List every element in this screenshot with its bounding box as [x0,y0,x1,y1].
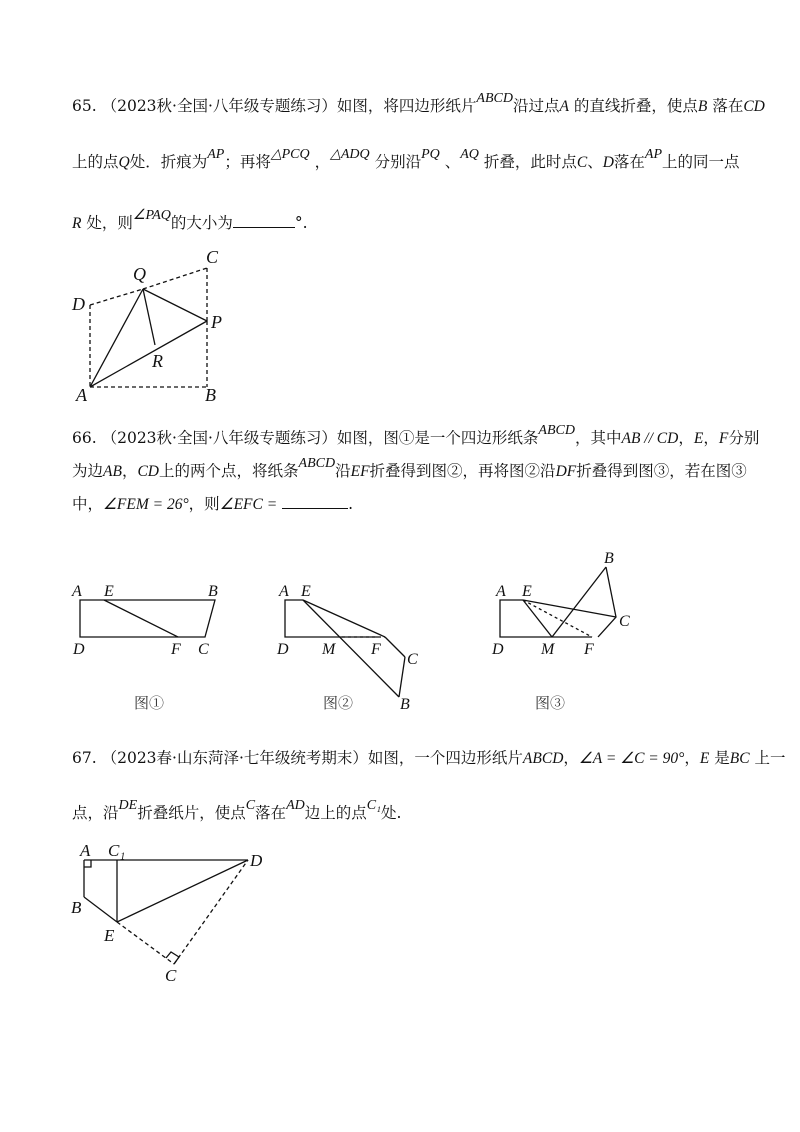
p65-text: 沿过点 [512,97,560,115]
p67-math: BC [729,750,750,767]
p67-source: （2023春·山东菏泽·七年级统考期末） [101,749,368,767]
p67-text: 是 [714,749,730,767]
p65-label-r: R [152,351,163,371]
p66-text: ，其中 [574,429,622,447]
p66-source: （2023秋·全国·八年级专题练习） [101,429,337,447]
p65-math: R [72,215,82,232]
p66-caption-3: 图③ [535,694,566,712]
p65-label-p: P [211,312,222,332]
p66-fig1-label-d: D [73,641,85,658]
p66-text: 折叠得到图②，再将图②沿 [369,462,556,480]
p67-label-c: C [165,966,177,985]
p67-label-a: A [80,841,91,860]
p65-math: PQ [421,147,440,162]
p66-fig2-label-f: F [371,641,381,658]
p66-text: 如图，图①是一个四边形纸条 [336,429,539,447]
p67-dashed-cd [174,860,248,964]
p67-label-d: D [250,851,263,870]
p65-math: C [576,154,588,171]
p66-fig1-label-c: C [198,641,209,658]
p65-text: 上的同一点 [662,153,740,171]
p66-math: ABCD [298,456,336,471]
p66-math: ∠FEM = 26° [103,496,189,513]
p67-line-be [84,897,117,922]
p66-fig2-label-d: D [277,641,289,658]
p66-fig2-label-e: E [301,583,311,600]
p65-text: 处．折痕为 [129,153,208,171]
p66-fig1-label-e: E [104,583,114,600]
p66-text: 折叠得到图③，若在图③ [576,462,747,480]
p65-math: AP [644,147,663,162]
p65-text: 分别沿 [374,153,422,171]
p65-label-b: B [205,385,216,405]
p65-number: 65. [72,97,97,115]
p67-text: ， [563,749,579,767]
p65-source: （2023秋·全国·八年级专题练习） [101,97,337,115]
p66-math: E [693,430,704,447]
p67-label-c1: C₁ [108,841,126,860]
p65-text: 折叠，此时点 [483,153,577,171]
p67-math: ABCD [522,750,564,767]
p66-text: 分别 [728,429,760,447]
p67-label-b: B [71,898,82,917]
p66-fig2-label-m: M [322,641,336,658]
p67-right-angle-c [166,952,179,964]
p65-math: D [602,154,614,171]
p65-label-q: Q [133,264,146,284]
p66-math: DF [555,463,577,480]
p66-math: AB [103,463,122,480]
p67-math: ∠A = ∠C = 90° [578,750,685,767]
p66-math: AB // CD [621,430,679,447]
p67-math: AD [286,798,305,813]
p65-text: 落在 [613,153,645,171]
p65-math: ABCD [476,91,513,106]
p67-text: 处. [380,804,402,822]
p65-math: B [697,98,708,115]
p67-text: 点，沿 [72,804,119,822]
p66-text: 沿 [335,462,351,480]
p66-fig3-label-c: C [619,613,630,630]
p65-label-a: A [76,385,87,405]
p66-math: ∠EFC = [219,496,278,513]
p65-text: ；再将 [224,153,271,171]
p66-fig1-label-f: F [171,641,181,658]
p66-fig3-label-b: B [604,550,614,567]
p66-text: ， [703,429,719,447]
p65-text: ， [314,153,331,171]
p65-text: °. [294,214,308,232]
p65-math: AQ [460,147,479,162]
p66-fig1-label-b: B [208,583,218,600]
p66-math: ABCD [538,423,575,438]
p65-text: 落在 [712,97,744,115]
p66-fig3-label-d: D [492,641,504,658]
p66-math: CD [137,463,160,480]
p65-math: AP [207,147,225,162]
p66-text: ， [678,429,694,447]
p65-text: 上的点 [72,153,119,171]
p66-text: ，则 [188,495,220,513]
p67-math: C [245,798,256,813]
p66-text: . [348,495,354,513]
p66-fig2-label-b: B [400,696,410,713]
p66-text: ， [121,462,138,480]
p66-math: EF [350,463,370,480]
p65-text: 、 [444,153,461,171]
p67-text: ， [684,749,700,767]
p67-math: E [699,750,710,767]
p66-math: F [718,430,729,447]
p65-math: △PCQ [270,147,310,162]
p66-fig3-label-m: M [541,641,555,658]
p65-label-d: D [72,294,85,314]
p67-text: 上一 [754,749,786,767]
p67-text: 如图，一个四边形纸片 [367,749,523,767]
p65-math: A [559,98,569,115]
p67-line-ed [117,860,248,922]
p65-text: 处，则 [86,214,133,232]
p66-caption-1: 图① [134,694,165,712]
p67-text: 边上的点 [304,804,367,822]
p65-text: 、 [587,153,603,171]
p65-text: 的直线折叠，使点 [573,97,698,115]
p65-text: 如图，将四边形纸片 [336,97,477,115]
p66-fig1-label-a: A [72,583,82,600]
p65-math: △ADQ [330,147,370,162]
p67-label-e: E [104,926,115,945]
p67-text: 折叠纸片，使点 [137,804,246,822]
p67-math: C₁ [366,798,381,813]
p65-text: 的大小为 [170,214,233,232]
p67-number: 67. [72,749,97,767]
p66-caption-2: 图② [323,694,354,712]
p66-fig2-label-c: C [407,651,418,668]
p65-label-c: C [206,247,219,267]
p66-text: 上的两个点，将纸条 [159,462,299,480]
p66-fig2-label-a: A [279,583,289,600]
p66-text: 中， [72,495,104,513]
p67-right-angle-a [84,860,91,867]
p66-text: 为边 [72,462,104,480]
p65-math: Q [118,154,130,171]
p66-fig3-label-f: F [584,641,594,658]
p65-math: ∠PAQ [132,208,171,223]
p65-math: CD [743,98,765,115]
p66-number: 66. [72,429,97,447]
p67-math: DE [118,798,138,813]
p66-fig3-label-a: A [496,583,506,600]
p66-fig3-label-e: E [522,583,532,600]
p67-text: 落在 [255,804,287,822]
p67-dashed-ec [117,922,174,964]
